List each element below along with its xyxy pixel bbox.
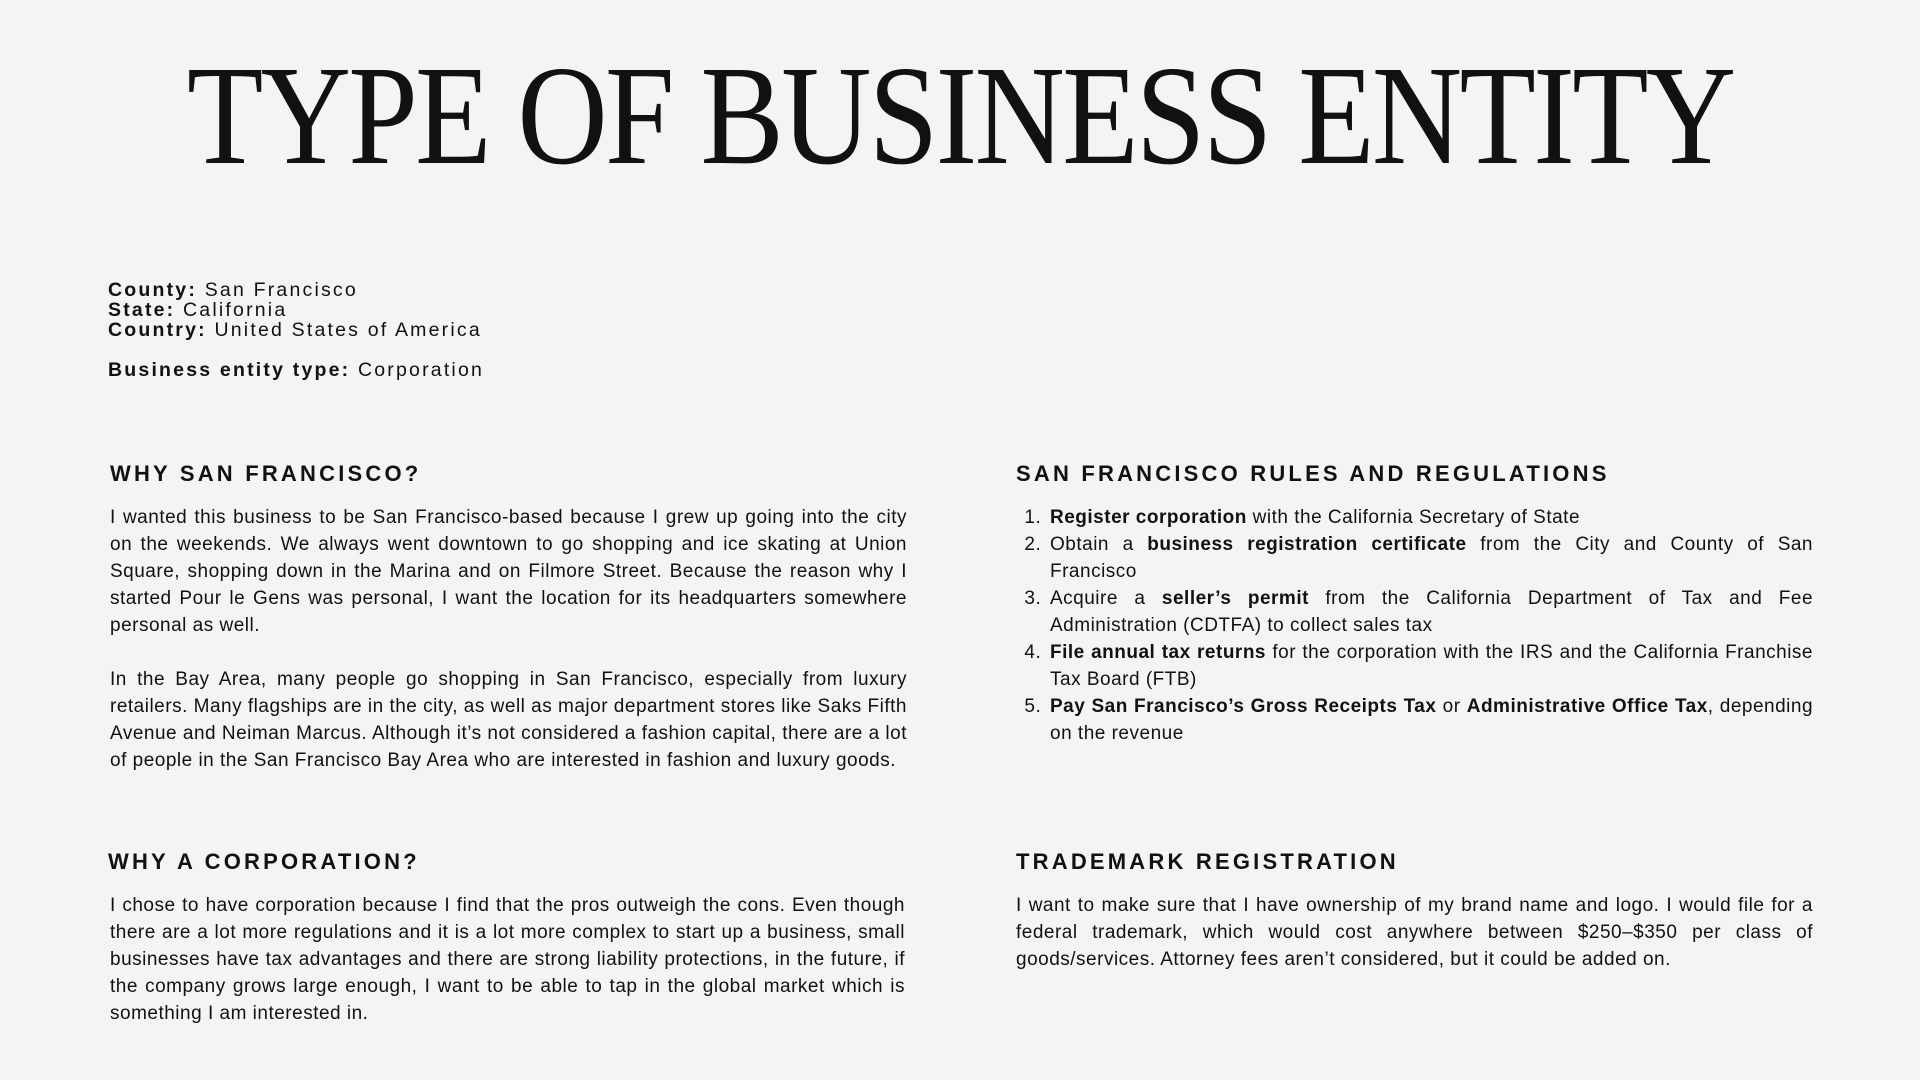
trademark-heading: TRADEMARK REGISTRATION: [1016, 849, 1399, 874]
rule-bold-text: Administrative Office Tax: [1466, 696, 1708, 717]
why-corporation-paragraph: I chose to have corporation because I find that the pros outweigh the cons. Even though there are a lot more regulations and it is a lot more complex to start up a business, small businesses have tax advantages and there are strong liability protections, in the future, if the company grows large enough, I want to be able to tap in the global market which is something I am interested in.: [110, 895, 905, 1024]
rule-text: , depending on the revenue: [1050, 696, 1814, 744]
rule-bold-text: Pay San Francisco’s Gross Receipts Tax: [1050, 696, 1437, 717]
entity-type-value: Corporation: [357, 359, 485, 381]
rule-bold-text: Register corporation: [1050, 507, 1247, 528]
rule-text: for the corporation with the IRS and the California Franchise Tax Board (FTB): [1050, 642, 1813, 690]
list-item: [1047, 504, 1813, 531]
why-san-francisco-paragraph: In the Bay Area, many people go shopping in San Francisco, especially from luxury retailers. Many flagships are in the city, as well as major department stores like Saks Fifth Avenue and Neiman Marcus. Although it’s not considered a fashion capital, there are a lot of people in the San Francisco Bay Area who are interested in fashion and luxury goods.: [110, 669, 907, 771]
rule-text: Obtain a: [1050, 534, 1148, 555]
trademark-paragraph: I want to make sure that I have ownership of my brand name and logo. I would file for a federal trademark, which would cost anywhere between $250–$350 per class of goods/services. Attorney fees aren’t considered, but it could be added on.: [1016, 895, 1813, 970]
list-item: [1047, 585, 1813, 639]
rules-list: [1016, 504, 1813, 747]
rules-heading: SAN FRANCISCO RULES AND REGULATIONS: [1016, 461, 1610, 486]
county-value: San Francisco: [204, 279, 358, 301]
entity-type-label: Business entity type:: [108, 359, 351, 381]
why-san-francisco-paragraph: I wanted this business to be San Francisco-based because I grew up going into the city on the weekends. We always went downtown to go shopping and ice skating at Union Square, shopping down in the Marina and on Filmore Street. Because the reason why I started Pour le Gens was personal, I want the location for its headquarters somewhere personal as well.: [110, 507, 907, 636]
why-corporation-heading: WHY A CORPORATION?: [108, 849, 420, 874]
why-corporation-section: [108, 848, 905, 1027]
state-label: State:: [108, 299, 176, 321]
rule-text: Acquire a: [1050, 588, 1162, 609]
why-san-francisco-section: [110, 460, 907, 774]
rule-text: with the California Secretary of State: [1246, 507, 1581, 528]
rules-section: [1016, 460, 1813, 747]
rule-text: from the City and County of San Francisco: [1050, 534, 1813, 582]
trademark-section: [1016, 848, 1813, 973]
rule-bold-text: File annual tax returns: [1050, 642, 1266, 663]
list-item: [1047, 531, 1813, 585]
county-row: [108, 280, 484, 300]
country-value: United States of America: [214, 319, 482, 341]
business-meta: [108, 280, 484, 380]
rule-bold-text: seller’s permit: [1161, 588, 1309, 609]
state-value: California: [183, 299, 288, 321]
why-san-francisco-heading: WHY SAN FRANCISCO?: [110, 461, 422, 486]
list-item: [1047, 639, 1813, 693]
county-label: County:: [108, 279, 198, 301]
rule-text: or: [1436, 696, 1467, 717]
entity-type-row: [108, 360, 484, 380]
list-item: [1047, 693, 1813, 747]
state-row: [108, 300, 484, 320]
rule-text: from the California Department of Tax and Fee Administration (CDTFA) to collect sales tax: [1050, 588, 1814, 636]
rule-bold-text: business registration certificate: [1147, 534, 1467, 555]
page-title: TYPE OF BUSINESS ENTITY: [186, 36, 1734, 194]
country-row: [108, 320, 484, 340]
country-label: Country:: [108, 319, 207, 341]
